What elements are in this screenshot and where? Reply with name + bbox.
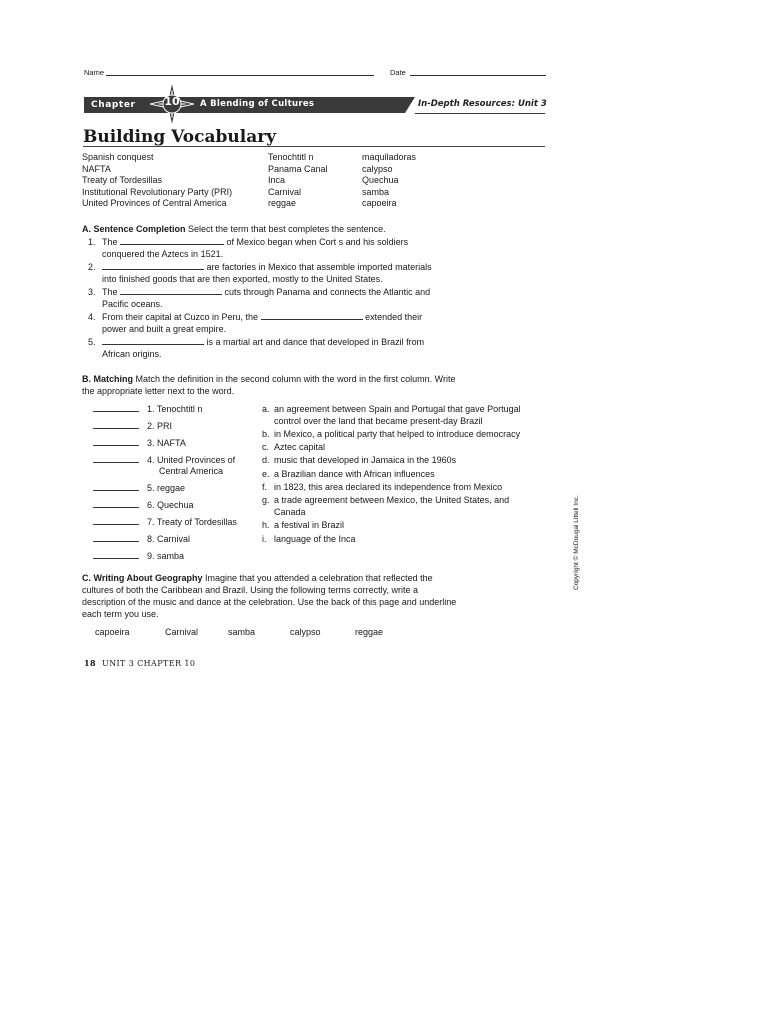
section-b-instructions xyxy=(82,373,462,397)
answer-blank[interactable] xyxy=(93,420,139,429)
page-footer xyxy=(84,658,195,670)
section-a-instruction: Select the term that best completes the sentence. xyxy=(185,224,386,234)
writing-term: Carnival xyxy=(165,627,199,637)
name-field-line[interactable] xyxy=(106,75,374,76)
question-text: Pacific oceans. xyxy=(102,299,163,310)
question-5 xyxy=(88,336,468,360)
banner-cut xyxy=(405,97,415,113)
item-word: Carnival xyxy=(157,534,191,544)
question-text: cuts through Panama and connects the Atlantic and xyxy=(222,287,431,297)
term: Spanish conquest xyxy=(82,152,154,162)
copyright-notice: Copyright © McDougal Littell Inc. xyxy=(573,495,580,590)
question-text: power and built a great empire. xyxy=(102,324,227,335)
question-text: extended their xyxy=(362,312,423,322)
section-a-heading: A. Sentence Completion xyxy=(82,224,186,234)
item-word: reggae xyxy=(157,483,186,493)
term: Panama Canal xyxy=(268,163,328,174)
definition-letter: a. xyxy=(262,404,270,414)
section-b-heading: B. Matching xyxy=(82,374,133,384)
definition-a xyxy=(262,403,552,427)
definition-f xyxy=(262,481,552,493)
definition-letter: c. xyxy=(262,442,270,452)
answer-blank[interactable] xyxy=(102,261,204,270)
match-item-6 xyxy=(93,499,194,511)
answer-blank[interactable] xyxy=(93,454,139,463)
answer-blank[interactable] xyxy=(93,499,139,508)
definition-text: an agreement between Spain and Portugal that gave Portugal xyxy=(274,404,521,414)
match-item-9 xyxy=(93,550,184,562)
question-number: 2. xyxy=(88,262,96,272)
term: calypso xyxy=(362,163,393,174)
definition-text: in 1823, this area declared its independence from Mexico xyxy=(274,482,503,492)
definition-text: Aztec capital xyxy=(274,442,326,452)
question-text: of Mexico began when Cort s and his soldiers xyxy=(224,237,409,247)
definition-h xyxy=(262,519,552,531)
definition-text: in Mexico, a political party that helped to introduce democracy xyxy=(274,429,521,439)
item-word: Quechua xyxy=(157,500,194,510)
item-number: 1. xyxy=(147,404,155,414)
item-word: United Provinces of xyxy=(157,455,236,465)
definition-g xyxy=(262,494,552,518)
section-c-instructions xyxy=(82,572,462,621)
definition-text: a trade agreement between Mexico, the United States, and xyxy=(274,495,510,505)
answer-blank[interactable] xyxy=(93,403,139,412)
term: Carnival xyxy=(268,186,302,197)
term: Inca xyxy=(268,175,286,185)
answer-blank[interactable] xyxy=(93,533,139,542)
definition-letter: b. xyxy=(262,429,270,439)
item-number: 9. xyxy=(147,551,155,561)
definition-text: Canada xyxy=(274,507,306,518)
answer-blank[interactable] xyxy=(93,482,139,491)
definition-letter: e. xyxy=(262,469,270,479)
section-a-instructions xyxy=(82,223,386,235)
question-text: conquered the Aztecs in 1521. xyxy=(102,249,224,260)
question-text: The xyxy=(102,287,121,297)
item-number: 3. xyxy=(147,438,155,448)
definition-letter: f. xyxy=(262,482,268,492)
term: Treaty of Tordesillas xyxy=(82,175,163,185)
item-word: NAFTA xyxy=(157,438,186,448)
answer-blank[interactable] xyxy=(93,550,139,559)
definition-text: control over the land that became present-day Brazil xyxy=(274,416,483,427)
match-item-7 xyxy=(93,516,237,528)
item-number: 4. xyxy=(147,455,155,465)
definition-c xyxy=(262,441,552,453)
answer-blank[interactable] xyxy=(93,516,139,525)
item-number: 5. xyxy=(147,483,155,493)
definition-b xyxy=(262,428,552,440)
question-number: 4. xyxy=(88,312,96,322)
question-1 xyxy=(88,236,468,260)
answer-blank[interactable] xyxy=(261,311,363,320)
question-number: 3. xyxy=(88,287,96,297)
match-item-5 xyxy=(93,482,185,494)
definition-letter: g. xyxy=(262,495,270,505)
terms-column-2 xyxy=(268,151,328,209)
definition-letter: h. xyxy=(262,520,270,530)
footer-text: UNIT 3 CHAPTER 10 xyxy=(101,659,196,668)
writing-term: samba xyxy=(228,627,256,637)
writing-term: calypso xyxy=(290,627,321,637)
section-c-heading: C. Writing About Geography xyxy=(82,573,203,583)
term: NAFTA xyxy=(82,163,111,174)
question-number: 5. xyxy=(88,337,96,347)
question-2 xyxy=(88,261,468,285)
terms-column-1 xyxy=(82,151,232,209)
match-item-4-cont: Central America xyxy=(159,466,224,476)
date-field-line[interactable] xyxy=(410,75,546,76)
section-b-instruction: Match the definition in the second column with the word in the first column. Write the appropriate letter next to the word. xyxy=(82,374,456,397)
question-text: is a martial art and dance that developed in Brazil from xyxy=(204,337,425,347)
answer-blank[interactable] xyxy=(102,336,204,345)
title-divider xyxy=(83,146,545,147)
chapter-label: Chapter xyxy=(91,100,136,110)
item-word: Treaty of Tordesillas xyxy=(156,517,237,527)
term: United Provinces of Central America xyxy=(82,198,227,208)
definition-letter: i. xyxy=(262,534,267,544)
definition-letter: d. xyxy=(262,455,270,465)
definition-text: music that developed in Jamaica in the 1960s xyxy=(274,455,457,465)
date-label: Date xyxy=(390,68,406,77)
question-text: into finished goods that are then exported, mostly to the United States. xyxy=(102,274,383,285)
item-word: Tenochtitl n xyxy=(156,404,203,414)
definition-text: a festival in Brazil xyxy=(274,520,345,530)
answer-blank[interactable] xyxy=(120,236,224,245)
definition-d xyxy=(262,454,552,466)
item-number: 7. xyxy=(147,517,155,527)
question-text: From their capital at Cuzco in Peru, the xyxy=(102,312,261,322)
definition-i xyxy=(262,533,552,545)
question-4 xyxy=(88,311,468,335)
question-number: 1. xyxy=(88,237,96,247)
section-c-instruction: Imagine that you attended a celebration that reflected the cultures of both the Caribbean and Brazil. Using the following terms correctly, write a description of the music and dance at the celebration. Use the back of this page and underline each term you use. xyxy=(82,573,457,620)
chapter-title: A Blending of Cultures xyxy=(200,99,315,109)
match-item-1 xyxy=(93,403,202,415)
match-item-3 xyxy=(93,437,186,449)
definition-text: a Brazilian dance with African influences xyxy=(274,469,435,479)
question-text: The xyxy=(102,237,121,247)
terms-column-3 xyxy=(362,151,416,209)
question-text: are factories in Mexico that assemble imported materials xyxy=(204,262,432,272)
chapter-number: 10 xyxy=(164,95,180,108)
item-number: 6. xyxy=(147,500,155,510)
term: reggae xyxy=(268,198,297,208)
term: maquiladoras xyxy=(362,152,417,162)
name-label: Name xyxy=(84,68,105,77)
answer-blank[interactable] xyxy=(93,437,139,446)
resources-label: In-Depth Resources: Unit 3 xyxy=(418,99,547,109)
page-number: 18 xyxy=(84,658,96,668)
match-item-2 xyxy=(93,420,172,432)
term: Quechua xyxy=(362,175,399,185)
writing-term: reggae xyxy=(355,627,384,637)
question-3 xyxy=(88,286,468,310)
item-number: 8. xyxy=(147,534,155,544)
item-number: 2. xyxy=(147,421,155,431)
term: samba xyxy=(362,186,390,197)
question-text: African origins. xyxy=(102,349,162,360)
writing-term: capoeira xyxy=(95,627,130,637)
page-title: Building Vocabulary xyxy=(83,127,277,147)
definition-e xyxy=(262,468,552,480)
term: capoeira xyxy=(362,198,397,208)
item-word: PRI xyxy=(157,421,173,431)
term: Tenochtitl n xyxy=(268,152,314,162)
answer-blank[interactable] xyxy=(120,286,222,295)
item-word: samba xyxy=(157,551,185,561)
term: Institutional Revolutionary Party (PRI) xyxy=(82,186,233,197)
definition-text: language of the Inca xyxy=(274,534,356,544)
match-item-8 xyxy=(93,533,190,545)
